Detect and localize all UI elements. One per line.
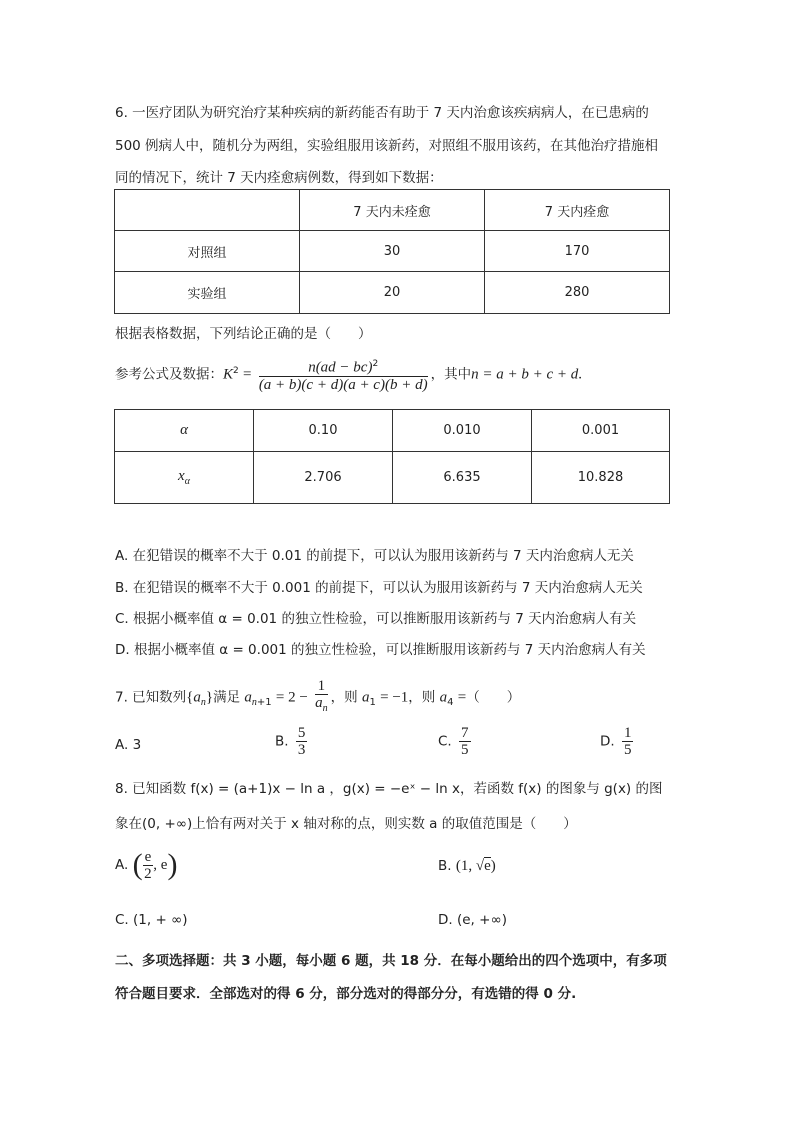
formula-label: 参考公式及数据： (115, 366, 223, 383)
reference-formula: 参考公式及数据：$K^2$ = $\frac{n(ad - bc)^2}{(a + b)(c + d)(a + c)(b + d)}$ ，其中n = a + b + c + d. (115, 356, 582, 393)
q8-option-d[interactable]: D. (e, +∞) (438, 912, 507, 928)
q7-option-b[interactable]: B. $\frac{5}{3}$ (275, 725, 306, 758)
x-value: 10.828 (532, 452, 670, 504)
formula-denominator: (a + b)(c + d)(a + c)(b + d) (258, 376, 428, 393)
formula-fraction: $\frac{n(ad - bc)^2}{(a + b)(c + d)(a + c)(b + d)}$ (259, 356, 428, 393)
q7-option-a[interactable]: A. 3 (115, 737, 142, 753)
cell-experiment-recovered: 280 (485, 272, 670, 314)
q6-data-table (114, 189, 670, 314)
q8-option-b[interactable]: B. (1, √e) (438, 858, 496, 874)
formula-numerator: n(ad − bc) (308, 359, 373, 376)
q6-text-line2: 500 例病人中，随机分为两组，实验组服用该新药，对照组不服用该药，在其他治疗措施相 (115, 138, 659, 154)
q8-text-line1: 8. 已知函数 f(x) = (a+1)x − ln a ，g(x) = −eˣ − ln x，若函数 f(x) 的图象与 g(x) 的图 (115, 781, 663, 797)
table-header-empty (115, 190, 300, 231)
q6-question: 根据表格数据，下列结论正确的是（ ） (115, 326, 372, 342)
q6-text-line3: 同的情况下，统计 7 天内痊愈病例数，得到如下数据： (115, 170, 443, 186)
x-alpha-label: $x_\alpha$ (115, 452, 254, 504)
q8-option-a-label: A. (115, 857, 129, 873)
q7-option-c[interactable]: C. $\frac{7}{5}$ (438, 725, 469, 758)
alpha-value: 0.001 (532, 410, 670, 452)
q7-option-d[interactable]: D. $\frac{1}{5}$ (600, 725, 632, 758)
q7-text: 7. 已知数列$\{a_n\}$满足 $a_{n+1} = 2$ − $\frac{1}{a_n}$ ，则 $a_1 = -1$，则 $a_4$ =（ ） (115, 678, 521, 714)
x-value: 6.635 (393, 452, 532, 504)
table-header-not-recovered: 7 天内未痊愈 (300, 190, 485, 231)
alpha-value: 0.010 (393, 410, 532, 452)
section2-heading-line2: 符合题目要求．全部选对的得 6 分，部分选对的得部分分，有选错的得 0 分. (115, 986, 577, 1002)
critical-value-table (114, 409, 670, 504)
table-header-recovered: 7 天内痊愈 (485, 190, 670, 231)
cell-control-recovered: 170 (485, 231, 670, 272)
table-row (115, 272, 670, 314)
cell-control-not-recovered: 30 (300, 231, 485, 272)
x-value: 2.706 (254, 452, 393, 504)
formula-n: n = a + b + c + d (471, 366, 579, 383)
q8-option-b-label: B. (438, 858, 452, 874)
q8-option-a[interactable]: A. ( $\frac{e}{2}$ , e) (115, 848, 178, 882)
q8-text-line2: 象在(0, +∞)上恰有两对关于 x 轴对称的点，则实数 a 的取值范围是（ ） (115, 816, 577, 832)
alpha-label: α (180, 422, 188, 438)
q6-text-line1: 6. 一医疗团队为研究治疗某种疾病的新药能否有助于 7 天内治愈该疾病病人，在已患病的 (115, 105, 649, 121)
alpha-value: 0.10 (254, 410, 393, 452)
row-label-experiment: 实验组 (115, 272, 300, 314)
section2-heading-line1: 二、多项选择题：共 3 小题，每小题 6 题，共 18 分．在每小题给出的四个选项中，有多项 (115, 953, 667, 969)
formula-where: ，其中 (430, 366, 472, 383)
formula-lhs: K (223, 366, 234, 383)
q6-option-c[interactable]: C. 根据小概率值 α = 0.01 的独立性检验，可以推断服用该新药与 7 天内治愈病人有关 (115, 611, 637, 627)
q6-option-a[interactable]: A. 在犯错误的概率不大于 0.01 的前提下，可以认为服用该新药与 7 天内治愈病人无关 (115, 548, 634, 564)
cell-experiment-not-recovered: 20 (300, 272, 485, 314)
q6-option-b[interactable]: B. 在犯错误的概率不大于 0.001 的前提下，可以认为服用该新药与 7 天内治愈病人无关 (115, 580, 643, 596)
row-label-control: 对照组 (115, 231, 300, 272)
table-row (115, 231, 670, 272)
q6-option-d[interactable]: D. 根据小概率值 α = 0.001 的独立性检验，可以推断服用该新药与 7 天内治愈病人有关 (115, 642, 646, 658)
q8-option-c[interactable]: C. (1, + ∞) (115, 912, 188, 928)
